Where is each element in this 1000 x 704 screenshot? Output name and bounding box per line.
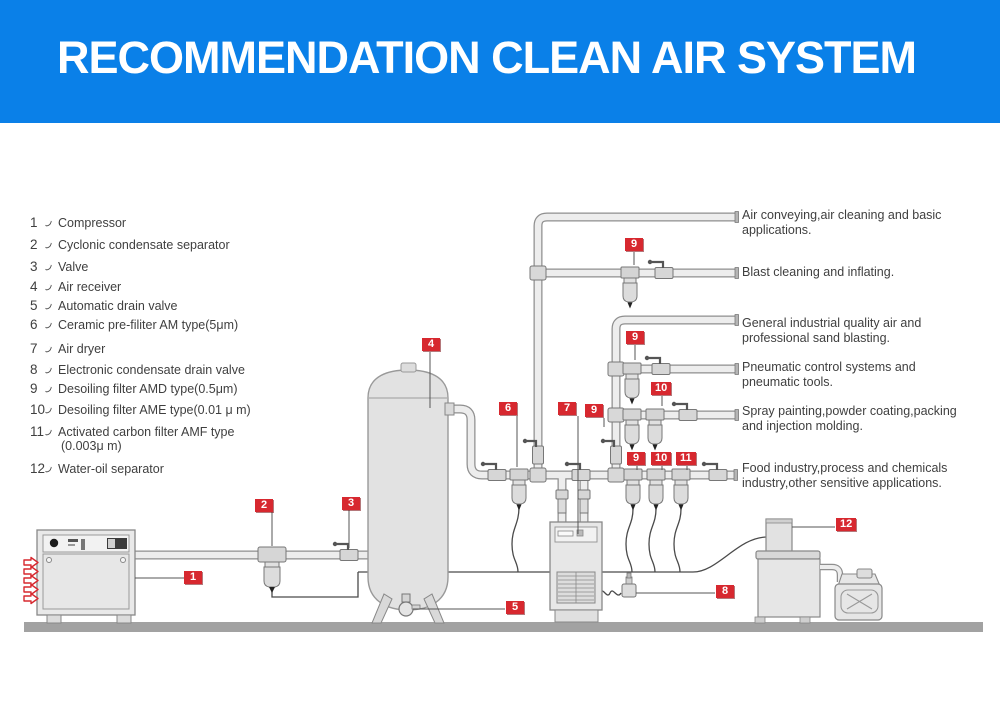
diagram-label-1: 1 <box>184 571 202 584</box>
header-banner <box>0 0 1000 123</box>
tank-top-cap <box>401 363 416 372</box>
legend-item-11: 11 Activated carbon filter AMF type (0.003μ m) <box>30 424 235 453</box>
drain-from-filter-9 <box>626 509 633 572</box>
diagram-label-8: 8 <box>716 585 734 598</box>
application-caption-3: General industrial quality air and professional sand blasting. <box>742 316 922 345</box>
drain-from-separator-2 <box>272 572 358 597</box>
dryer-drain-hose <box>600 591 621 595</box>
tee-fittings <box>530 266 624 482</box>
diagram-label-9d: 9 <box>627 452 645 465</box>
diagram-label-2: 2 <box>255 499 273 512</box>
container-spout <box>857 569 872 578</box>
diagram-label-9b: 9 <box>625 238 643 251</box>
cjk-comma-icon <box>45 366 52 374</box>
tank-outlet-nozzle <box>445 403 454 415</box>
legend-item-12: 12 Water-oil separator <box>30 461 164 476</box>
application-caption-1: Air conveying,air cleaning and basic applications. <box>742 208 942 237</box>
diagram-label-10b: 10 <box>651 452 671 465</box>
pipe-end-caps <box>734 212 739 481</box>
air-dryer <box>550 522 602 622</box>
filter-6 <box>510 469 528 511</box>
cjk-comma-icon <box>45 283 52 291</box>
dryer-display <box>558 531 573 536</box>
legend-item-9: 9 Desoiling filter AMD type(0.5μm) <box>30 381 238 396</box>
legend-item-1: 1 Compressor <box>30 215 127 230</box>
drain-from-filter-6 <box>512 507 519 572</box>
legend-item-5: 5 Automatic drain valve <box>30 298 178 313</box>
application-caption-4: Pneumatic control systems and pneumatic tools. <box>742 360 916 389</box>
cjk-comma-icon <box>45 219 52 227</box>
legend-item-4: 4 Air receiver <box>30 279 122 294</box>
cyclonic-separator <box>258 547 286 593</box>
page-title: RECOMMENDATION CLEAN AIR SYSTEM <box>57 32 917 83</box>
branch2-filter-9 <box>621 267 639 309</box>
floor <box>24 622 983 632</box>
legend-item-2: 2 Cyclonic condensate separator <box>30 237 230 252</box>
compressor <box>37 530 135 623</box>
branch5-filter-9 <box>623 409 641 451</box>
cjk-comma-icon <box>45 406 52 414</box>
cjk-comma-icon <box>45 263 52 271</box>
legend-item-10: 10 Desoiling filter AME type(0.01 μ m) <box>30 402 251 417</box>
cjk-comma-icon <box>45 321 52 329</box>
application-caption-6: Food industry,process and chemicals industry,other sensitive applications. <box>742 461 948 490</box>
compressor-knob <box>50 539 58 547</box>
cjk-comma-icon <box>45 241 52 249</box>
application-caption-2: Blast cleaning and inflating. <box>742 265 895 279</box>
legend-item-6: 6 Ceramic pre-filiter AM type(5μm) <box>30 317 239 332</box>
air-intake-arrows-icon <box>24 558 38 604</box>
electronic-drain-valve <box>622 573 636 597</box>
main-filter-9 <box>624 469 642 511</box>
diagram-label-12: 12 <box>836 518 856 531</box>
diagram-label-6: 6 <box>499 402 517 415</box>
diagram-label-3: 3 <box>342 497 360 510</box>
diagram-label-4: 4 <box>422 338 440 351</box>
legend-item-8: 8 Electronic condensate drain valve <box>30 362 245 377</box>
legend-item-3: 3 Valve <box>30 259 89 274</box>
drain-from-filter-10 <box>649 509 656 572</box>
diagram-label-10a: 10 <box>651 382 671 395</box>
application-caption-5: Spray painting,powder coating,packing and injection molding. <box>742 404 957 433</box>
drain-from-filter-11 <box>674 509 681 572</box>
oil-container <box>835 569 882 620</box>
dryer-pipe-fittings <box>556 490 590 513</box>
branch4-filter-9 <box>623 363 641 405</box>
diagram-label-7: 7 <box>558 402 576 415</box>
legend-item-7: 7 Air dryer <box>30 341 106 356</box>
water-oil-separator <box>755 519 840 623</box>
cjk-comma-icon <box>45 345 52 353</box>
cjk-comma-icon <box>45 302 52 310</box>
diagram-label-9a: 9 <box>585 404 603 417</box>
main-filter-11 <box>672 469 690 511</box>
cjk-comma-icon <box>45 385 52 393</box>
diagram-label-9c: 9 <box>626 331 644 344</box>
cjk-comma-icon <box>45 465 52 473</box>
air-receiver-tank <box>368 363 454 623</box>
cjk-comma-icon <box>45 428 52 436</box>
main-filter-10 <box>647 469 665 511</box>
diagram-label-11: 11 <box>676 452 696 465</box>
branch5-filter-10 <box>646 409 664 451</box>
diagram-label-5: 5 <box>506 601 524 614</box>
